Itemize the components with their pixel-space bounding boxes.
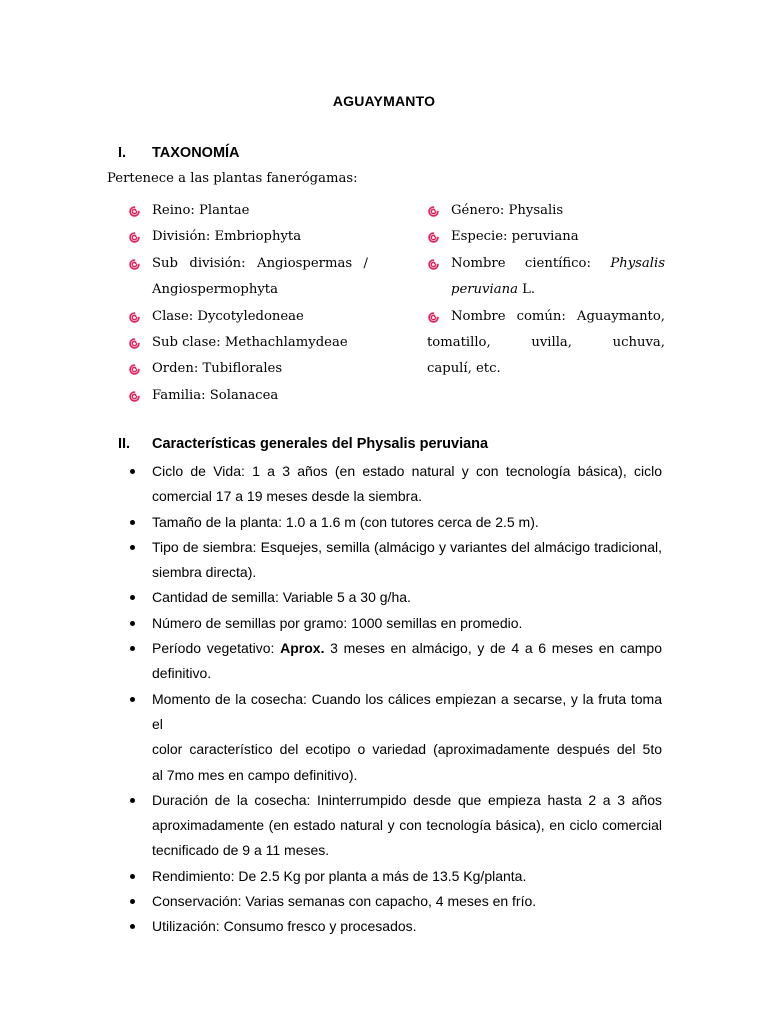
swirl-icon: [128, 311, 141, 324]
swirl-icon: [427, 258, 440, 271]
list-item: Duración de la cosecha: Ininterrumpido desde que empieza hasta 2 a 3 años aproximadamente (en estado natural y con tecnología básica), en ciclo comercial tecnificado de 9 a 11 meses.: [129, 788, 662, 864]
list-item: Reino: Plantae: [128, 198, 368, 224]
bullet-dot-icon: [130, 697, 135, 702]
bullet-dot-icon: [130, 469, 135, 474]
bullet-dot-icon: [130, 621, 135, 626]
list-item: Familia: Solanacea: [128, 383, 368, 409]
bullet-dot-icon: [130, 899, 135, 904]
bullet-dot-icon: [130, 545, 135, 550]
list-item: Ciclo de Vida: 1 a 3 años (en estado natural y con tecnología básica), ciclo comercial 17 a 19 meses desde la siembra.: [129, 459, 662, 510]
bullet-dot-icon: [130, 520, 135, 525]
swirl-icon: [128, 205, 141, 218]
list-item: Nombre común: Aguaymanto, tomatillo, uvilla, uchuva, capulí, etc.: [427, 308, 665, 377]
list-item: Utilización: Consumo fresco y procesados.: [129, 914, 662, 939]
list-item: Sub clase: Methachlamydeae: [128, 330, 368, 356]
swirl-icon: [427, 311, 440, 324]
list-item: Especie: peruviana: [427, 224, 665, 250]
list-item: División: Embriophyta: [128, 224, 368, 250]
list-item: Rendimiento: De 2.5 Kg por planta a más de 13.5 Kg/planta.: [129, 864, 662, 889]
swirl-icon: [128, 390, 141, 403]
list-item: Número de semillas por gramo: 1000 semillas en promedio.: [129, 611, 662, 636]
swirl-icon: [427, 205, 440, 218]
bullet-dot-icon: [130, 798, 135, 803]
bullet-dot-icon: [130, 874, 135, 879]
bullet-dot-icon: [130, 646, 135, 651]
section-1-title: TAXONOMÍA: [152, 145, 240, 161]
list-item: Nombre científico: Physalis peruviana L.: [427, 251, 665, 304]
list-item: Cantidad de semilla: Variable 5 a 30 g/ha.: [129, 585, 662, 610]
swirl-icon: [128, 363, 141, 376]
characteristics-list: [129, 459, 662, 940]
section-2-title: Características generales del Physalis peruviana: [152, 436, 489, 452]
swirl-icon: [128, 337, 141, 350]
bullet-dot-icon: [130, 924, 135, 929]
section-2-number: II.: [118, 436, 131, 452]
document-title: AGUAYMANTO: [332, 93, 436, 109]
list-item: Tamaño de la planta: 1.0 a 1.6 m (con tutores cerca de 2.5 m).: [129, 510, 662, 535]
taxonomy-left-list: [128, 198, 368, 409]
taxonomy-right-list: [427, 198, 665, 383]
bullet-dot-icon: [130, 595, 135, 600]
swirl-icon: [128, 231, 141, 244]
list-item: Género: Physalis: [427, 198, 665, 224]
list-item: Tipo de siembra: Esquejes, semilla (almácigo y variantes del almácigo tradicional, siembra directa).: [129, 535, 662, 586]
list-item: Momento de la cosecha: Cuando los cálices empiezan a secarse, y la fruta toma el color característico del ecotipo o variedad (aproximadamente después del 5to al 7mo mes en campo definitivo).: [129, 687, 662, 788]
list-item: Conservación: Varias semanas con capacho, 4 meses en frío.: [129, 889, 662, 914]
list-item: Período vegetativo: Aprox. 3 meses en almácigo, y de 4 a 6 meses en campo definitivo.: [129, 636, 662, 687]
list-item: Sub división: Angiospermas / Angiospermophyta: [128, 251, 368, 304]
list-item: Orden: Tubiflorales: [128, 356, 368, 382]
section-1-number: I.: [118, 145, 127, 161]
list-item: Clase: Dycotyledoneae: [128, 304, 368, 330]
swirl-icon: [427, 231, 440, 244]
taxonomy-intro: Pertenece a las plantas fanerógamas:: [107, 171, 358, 186]
swirl-icon: [128, 258, 141, 271]
